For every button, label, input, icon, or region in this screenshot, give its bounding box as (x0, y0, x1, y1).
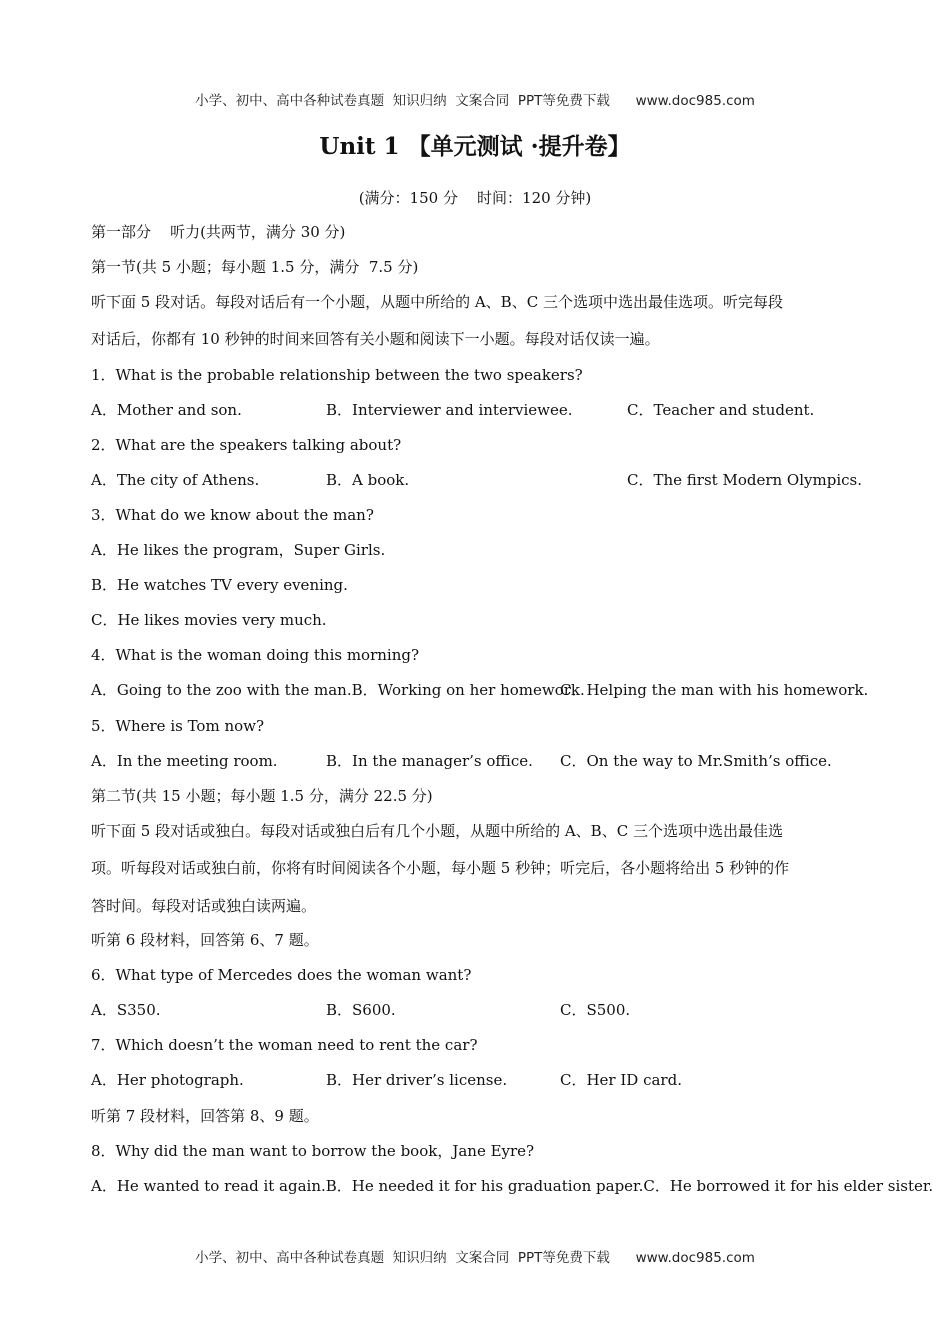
question-7: 7．Which doesn’t the woman need to rent the car? (91, 1036, 478, 1054)
option-a: A．The city of Athens. (91, 471, 260, 489)
material-heading: 听第 7 段材料，回答第 8、9 题。 (91, 1107, 319, 1125)
options-line: A．He wanted to read it again.B．He needed it for his graduation paper.C．He borrowed it for his elder sister. (91, 1177, 934, 1195)
part-heading: 第一部分 听力(共两节，满分 30 分) (91, 223, 346, 241)
option-c: C．The first Modern Olympics. (627, 471, 862, 489)
option-a: A．S350. (91, 1001, 161, 1019)
option-c: C．He likes movies very much. (91, 611, 327, 629)
page-header: 小学、初中、高中各种试卷真题 知识归纳 文案合同 PPT等免费下载 www.doc985.com (195, 93, 755, 109)
option-a: A．In the meeting room. (91, 752, 278, 770)
option-c: C．Helping the man with his homework. (560, 681, 869, 699)
option-b: B．Her driver’s license. (326, 1071, 508, 1089)
instruction-line: 答时间。每段对话或独白读两遍。 (91, 897, 317, 915)
option-a: A．He likes the program，Super Girls. (91, 541, 386, 559)
exam-info: (满分：150 分 时间：120 分钟) (358, 189, 592, 207)
option-b: B．In the manager’s office. (326, 752, 533, 770)
section-heading: 第一节(共 5 小题；每小题 1.5 分，满分 7.5 分) (91, 258, 419, 276)
option-c: C．Teacher and student. (627, 401, 815, 419)
page-footer: 小学、初中、高中各种试卷真题 知识归纳 文案合同 PPT等免费下载 www.doc985.com (195, 1250, 755, 1266)
option-a: A．Going to the zoo with the man.B．Working on her homework. (91, 681, 585, 699)
question-2: 2．What are the speakers talking about? (91, 436, 402, 454)
option-a: A．Mother and son. (91, 401, 242, 419)
question-1: 1．What is the probable relationship between the two speakers? (91, 366, 583, 384)
question-3: 3．What do we know about the man? (91, 506, 374, 524)
instruction-line: 项。听每段对话或独白前，你将有时间阅读各个小题，每小题 5 秒钟；听完后，各小题将给出 5 秒钟的作 (91, 859, 790, 877)
option-b: B．S600. (326, 1001, 396, 1019)
question-6: 6．What type of Mercedes does the woman want? (91, 966, 472, 984)
option-b: B．A book. (326, 471, 410, 489)
instruction-line: 对话后，你都有 10 秒钟的时间来回答有关小题和阅读下一小题。每段对话仅读一遍。 (91, 330, 660, 348)
question-4: 4．What is the woman doing this morning? (91, 646, 420, 664)
option-c: C．Her ID card. (560, 1071, 682, 1089)
option-b: B．Interviewer and interviewee. (326, 401, 573, 419)
material-heading: 听第 6 段材料，回答第 6、7 题。 (91, 931, 319, 949)
page-title: Unit 1 【单元测试 ·提升卷】 (319, 133, 631, 160)
instruction-line: 听下面 5 段对话。每段对话后有一个小题，从题中所给的 A、B、C 三个选项中选出最佳选项。听完每段 (91, 293, 783, 311)
option-b: B．He watches TV every evening. (91, 576, 348, 594)
option-a: A．Her photograph. (91, 1071, 244, 1089)
question-5: 5．Where is Tom now? (91, 717, 265, 735)
option-c: C．S500. (560, 1001, 631, 1019)
instruction-line: 听下面 5 段对话或独白。每段对话或独白后有几个小题，从题中所给的 A、B、C 三个选项中选出最佳选 (91, 822, 783, 840)
section-heading: 第二节(共 15 小题；每小题 1.5 分，满分 22.5 分) (91, 787, 433, 805)
question-8: 8．Why did the man want to borrow the book，Jane Eyre? (91, 1142, 535, 1160)
option-c: C．On the way to Mr.Smith’s office. (560, 752, 832, 770)
